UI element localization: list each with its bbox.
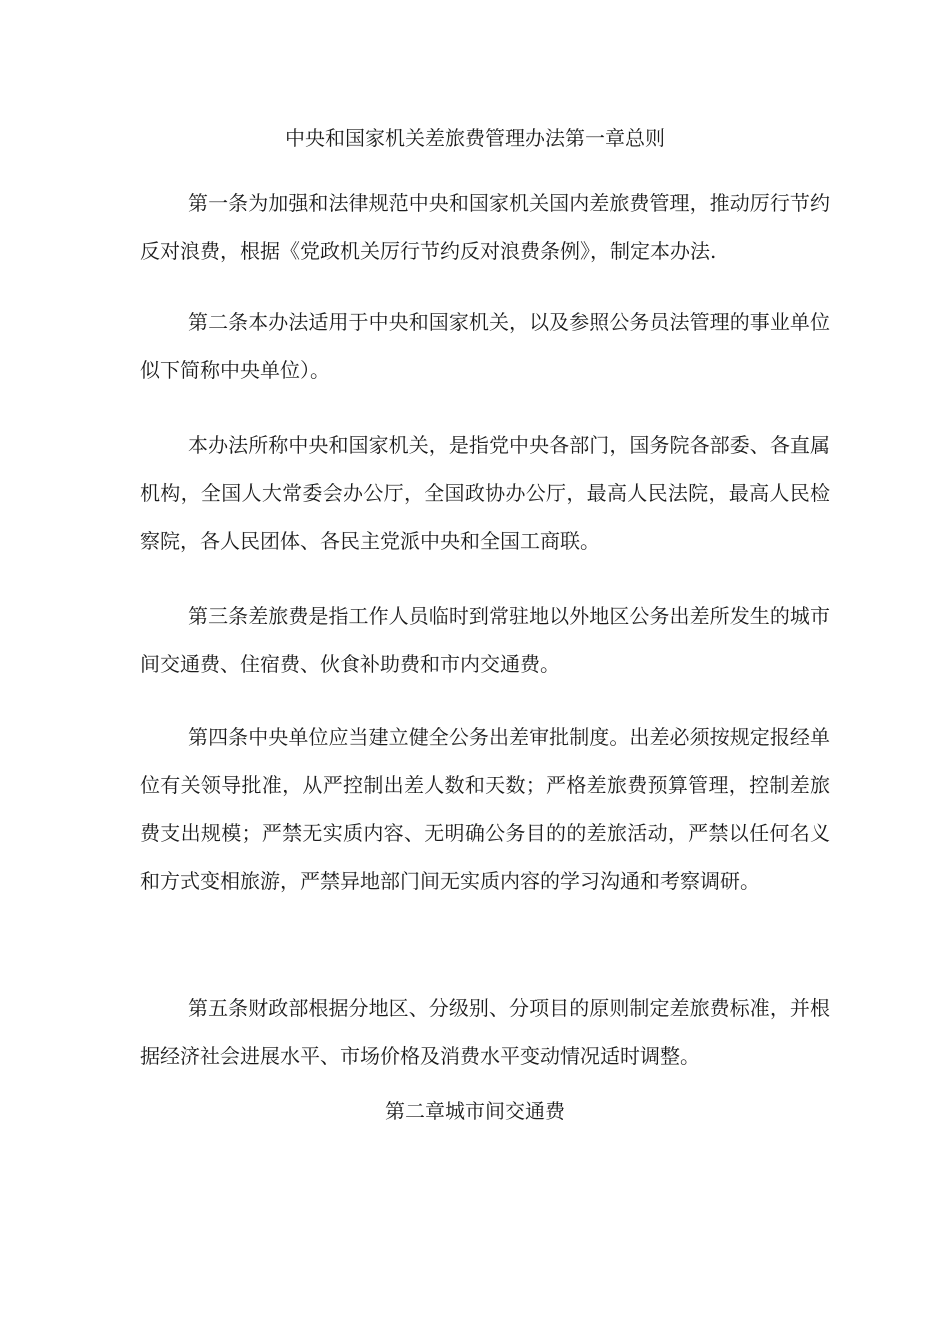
document-title: 中央和国家机关差旅费管理办法第一章总则 — [285, 126, 665, 150]
paragraph-article-4: 第四条中央单位应当建立健全公务出差审批制度。出差必须按规定报经单位有关领导批准，从严控制出差人数和天数；严格差旅费预算管理，控制差旅费支出规模；严禁无实质内容、无明确公务目的的差旅活动，严禁以任何名义和方式变相旅游，严禁异地部门间无实质内容的学习沟通和考察调研。 — [140, 725, 830, 893]
chapter-heading: 第二章城市间交通费 — [385, 1099, 565, 1123]
paragraph-definition: 本办法所称中央和国家机关，是指党中央各部门，国务院各部委、各直属机构，全国人大常委会办公厅，全国政协办公厅，最高人民法院，最高人民检察院，各人民团体、各民主党派中央和全国工商联。 — [140, 433, 830, 553]
paragraph-article-3: 第三条差旅费是指工作人员临时到常驻地以外地区公务出差所发生的城市间交通费、住宿费、伙食补助费和市内交通费。 — [140, 604, 830, 676]
paragraph-article-5: 第五条财政部根据分地区、分级别、分项目的原则制定差旅费标准，并根据经济社会进展水平、市场价格及消费水平变动情况适时调整。 — [140, 996, 830, 1068]
paragraph-article-1: 第一条为加强和法律规范中央和国家机关国内差旅费管理，推动厉行节约反对浪费，根据《党政机关厉行节约反对浪费条例》，制定本办法. — [140, 191, 830, 263]
paragraph-article-2: 第二条本办法适用于中央和国家机关，以及参照公务员法管理的事业单位似下简称中央单位）。 — [140, 310, 830, 382]
